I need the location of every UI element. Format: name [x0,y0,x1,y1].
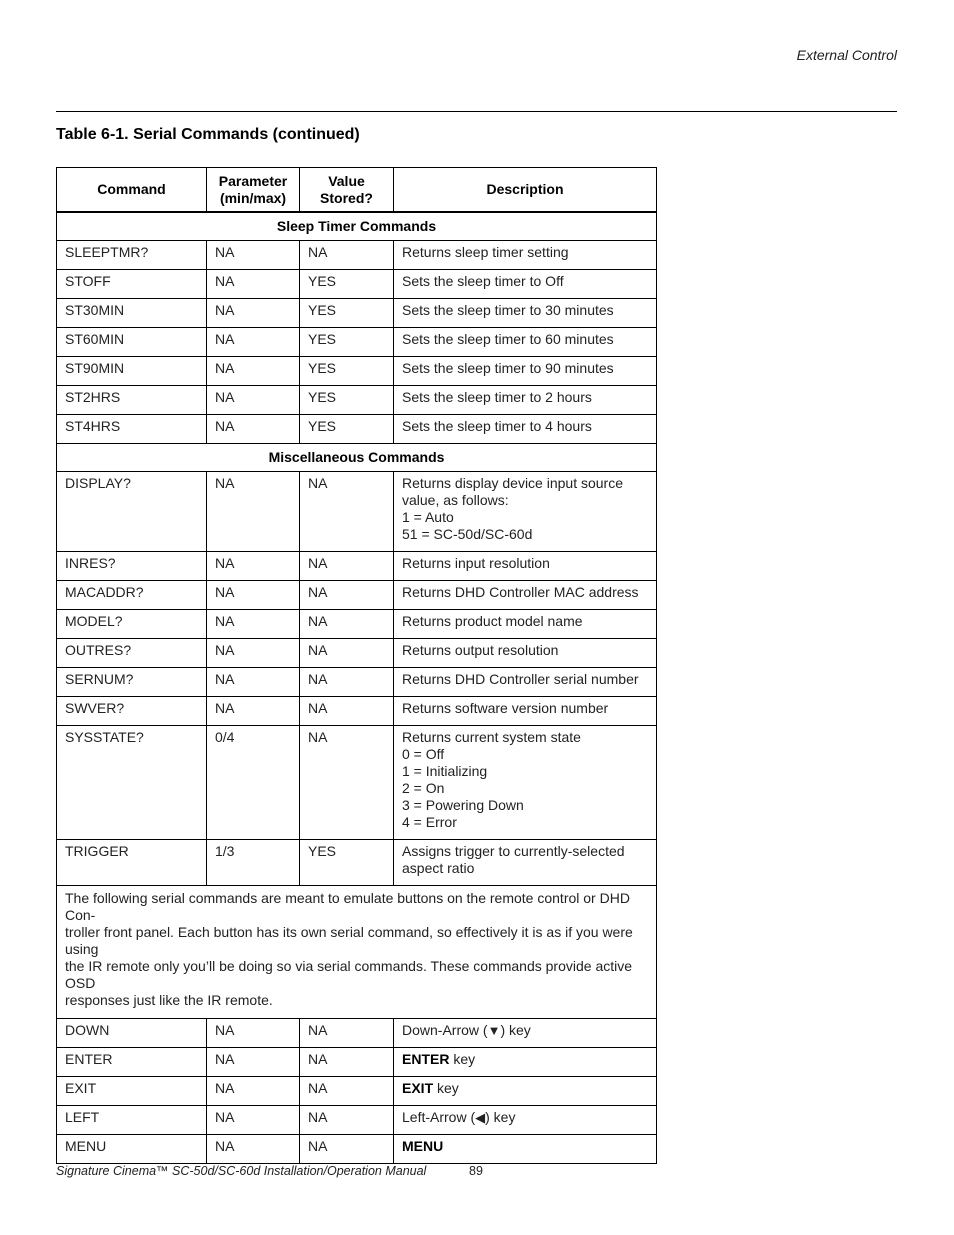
cell-command: TRIGGER [57,840,207,886]
cell-value-stored: NA [300,639,394,668]
cell-description: Sets the sleep timer to 90 minutes [394,357,657,386]
section-heading-miscellaneous: Miscellaneous Commands [57,444,657,472]
section-row-miscellaneous [57,444,657,472]
cell-command: MENU [57,1135,207,1164]
cell-command: ENTER [57,1048,207,1077]
cell-command: SYSSTATE? [57,726,207,840]
key-name: MENU [402,1138,444,1154]
cell-description [394,1106,657,1135]
table-row [57,639,657,668]
cell-command: SWVER? [57,697,207,726]
description-line: 51 = SC-50d/SC-60d [402,526,533,542]
key-name: EXIT [402,1080,434,1096]
cell-parameter: NA [207,472,300,552]
cell-description: Sets the sleep timer to 30 minutes [394,299,657,328]
cell-command: SLEEPTMR? [57,241,207,270]
cell-value-stored: YES [300,357,394,386]
note-line: responses just like the IR remote. [65,992,273,1008]
cell-parameter: NA [207,668,300,697]
cell-value-stored: NA [300,581,394,610]
cell-parameter: NA [207,1106,300,1135]
column-header-parameter-line1: Parameter [218,172,288,189]
table-row [57,270,657,299]
table-row [57,1019,657,1048]
cell-description [394,1077,657,1106]
description-text: ) key [485,1109,516,1125]
column-header-parameter [207,168,300,213]
table-title: Table 6-1. Serial Commands (continued) [56,126,360,143]
cell-value-stored: NA [300,1048,394,1077]
table-row [57,697,657,726]
description-line: Returns display device input source [402,475,624,491]
table-row [57,1048,657,1077]
cell-description: Sets the sleep timer to 2 hours [394,386,657,415]
cell-command: ST60MIN [57,328,207,357]
cell-description [394,1048,657,1077]
table-row [57,1077,657,1106]
cell-command: DOWN [57,1019,207,1048]
cell-command: ST2HRS [57,386,207,415]
description-line: 1 = Auto [402,509,454,525]
key-name: ENTER [402,1051,450,1067]
description-line: Assigns trigger to currently-selected [402,843,625,859]
cell-parameter: 1/3 [207,840,300,886]
cell-parameter: NA [207,386,300,415]
table-row [57,328,657,357]
cell-parameter: NA [207,415,300,444]
table-row [57,1106,657,1135]
cell-command: MACADDR? [57,581,207,610]
cell-description: Returns sleep timer setting [394,241,657,270]
section-row-sleep-timer [57,212,657,241]
cell-description: Returns DHD Controller serial number [394,668,657,697]
table-row [57,415,657,444]
table-row [57,472,657,552]
cell-parameter: NA [207,697,300,726]
column-header-description: Description [394,168,657,213]
cell-description: Returns software version number [394,697,657,726]
cell-value-stored: NA [300,241,394,270]
cell-value-stored: NA [300,726,394,840]
section-heading-sleep-timer: Sleep Timer Commands [57,212,657,241]
cell-description [394,840,657,886]
header-rule [56,111,897,112]
cell-value-stored: NA [300,1077,394,1106]
column-header-command: Command [57,168,207,213]
description-line: value, as follows: [402,492,509,508]
note-line: The following serial commands are meant to emulate buttons on the remote control or DHD Con- [65,890,630,923]
cell-command: EXIT [57,1077,207,1106]
description-line: 4 = Error [402,814,457,830]
cell-command: LEFT [57,1106,207,1135]
cell-value-stored: NA [300,1135,394,1164]
cell-value-stored: YES [300,328,394,357]
cell-value-stored: NA [300,1106,394,1135]
table-row [57,386,657,415]
table-row [57,241,657,270]
description-line: 3 = Powering Down [402,797,524,813]
cell-parameter: NA [207,610,300,639]
cell-description [394,1019,657,1048]
table-row [57,581,657,610]
cell-value-stored: YES [300,386,394,415]
column-header-value-line2: Stored? [320,189,373,206]
cell-command: SERNUM? [57,668,207,697]
running-head: External Control [796,47,897,63]
cell-parameter: NA [207,1019,300,1048]
cell-parameter: NA [207,1135,300,1164]
cell-parameter: NA [207,241,300,270]
description-text: Down-Arrow ( [402,1022,488,1038]
cell-value-stored: NA [300,1019,394,1048]
cell-command: INRES? [57,552,207,581]
cell-command: ST30MIN [57,299,207,328]
cell-description [394,1135,657,1164]
cell-parameter: NA [207,639,300,668]
table-row [57,668,657,697]
cell-parameter: NA [207,552,300,581]
cell-command: MODEL? [57,610,207,639]
table-row [57,610,657,639]
column-header-parameter-line2: (min/max) [219,189,287,206]
description-text: ) key [500,1022,531,1038]
cell-parameter: NA [207,1048,300,1077]
description-line: 2 = On [402,780,445,796]
cell-description: Returns DHD Controller MAC address [394,581,657,610]
cell-command: ST4HRS [57,415,207,444]
cell-description [394,726,657,840]
cell-value-stored: YES [300,840,394,886]
cell-command: STOFF [57,270,207,299]
description-text: key [449,1051,476,1067]
cell-value-stored: YES [300,299,394,328]
table-row [57,299,657,328]
note-line: troller front panel. Each button has its own serial command, so effectively it is as if you were using [65,924,633,957]
column-header-value-stored [300,168,394,213]
cell-description: Returns output resolution [394,639,657,668]
cell-description: Sets the sleep timer to Off [394,270,657,299]
description-line: 0 = Off [402,746,445,762]
cell-value-stored: NA [300,472,394,552]
table-row [57,357,657,386]
cell-command: ST90MIN [57,357,207,386]
cell-value-stored: NA [300,610,394,639]
cell-parameter: NA [207,328,300,357]
serial-commands-table [56,167,657,1164]
cell-description: Sets the sleep timer to 60 minutes [394,328,657,357]
cell-parameter: NA [207,299,300,328]
cell-parameter: NA [207,270,300,299]
cell-parameter: 0/4 [207,726,300,840]
cell-parameter: NA [207,357,300,386]
footer-page-number: 89 [469,1164,483,1178]
description-text: Left-Arrow ( [402,1109,476,1125]
cell-command: OUTRES? [57,639,207,668]
column-header-value-line1: Value [328,172,365,189]
footer-manual-title: Signature Cinema™ SC-50d/SC-60d Installation/Operation Manual [56,1164,427,1178]
cell-value-stored: NA [300,552,394,581]
cell-value-stored: NA [300,668,394,697]
remote-emulation-note [57,886,657,1019]
cell-description: Sets the sleep timer to 4 hours [394,415,657,444]
table-row [57,840,657,886]
table-row [57,552,657,581]
cell-command: DISPLAY? [57,472,207,552]
table-header-row [57,168,657,213]
cell-value-stored: YES [300,270,394,299]
cell-parameter: NA [207,581,300,610]
cell-value-stored: YES [300,415,394,444]
left-arrow-icon: ◀ [475,1110,486,1125]
cell-description [394,472,657,552]
description-text: key [433,1080,459,1096]
table-row [57,1135,657,1164]
description-line: 1 = Initializing [402,763,488,779]
cell-parameter: NA [207,1077,300,1106]
cell-value-stored: NA [300,697,394,726]
note-line: the IR remote only you’ll be doing so via serial commands. These commands provide active OSD [65,958,633,991]
note-row [57,886,657,1019]
cell-description: Returns product model name [394,610,657,639]
cell-description: Returns input resolution [394,552,657,581]
description-line: aspect ratio [402,860,475,876]
description-line: Returns current system state [402,729,581,745]
down-arrow-icon: ▼ [487,1023,501,1038]
table-row [57,726,657,840]
